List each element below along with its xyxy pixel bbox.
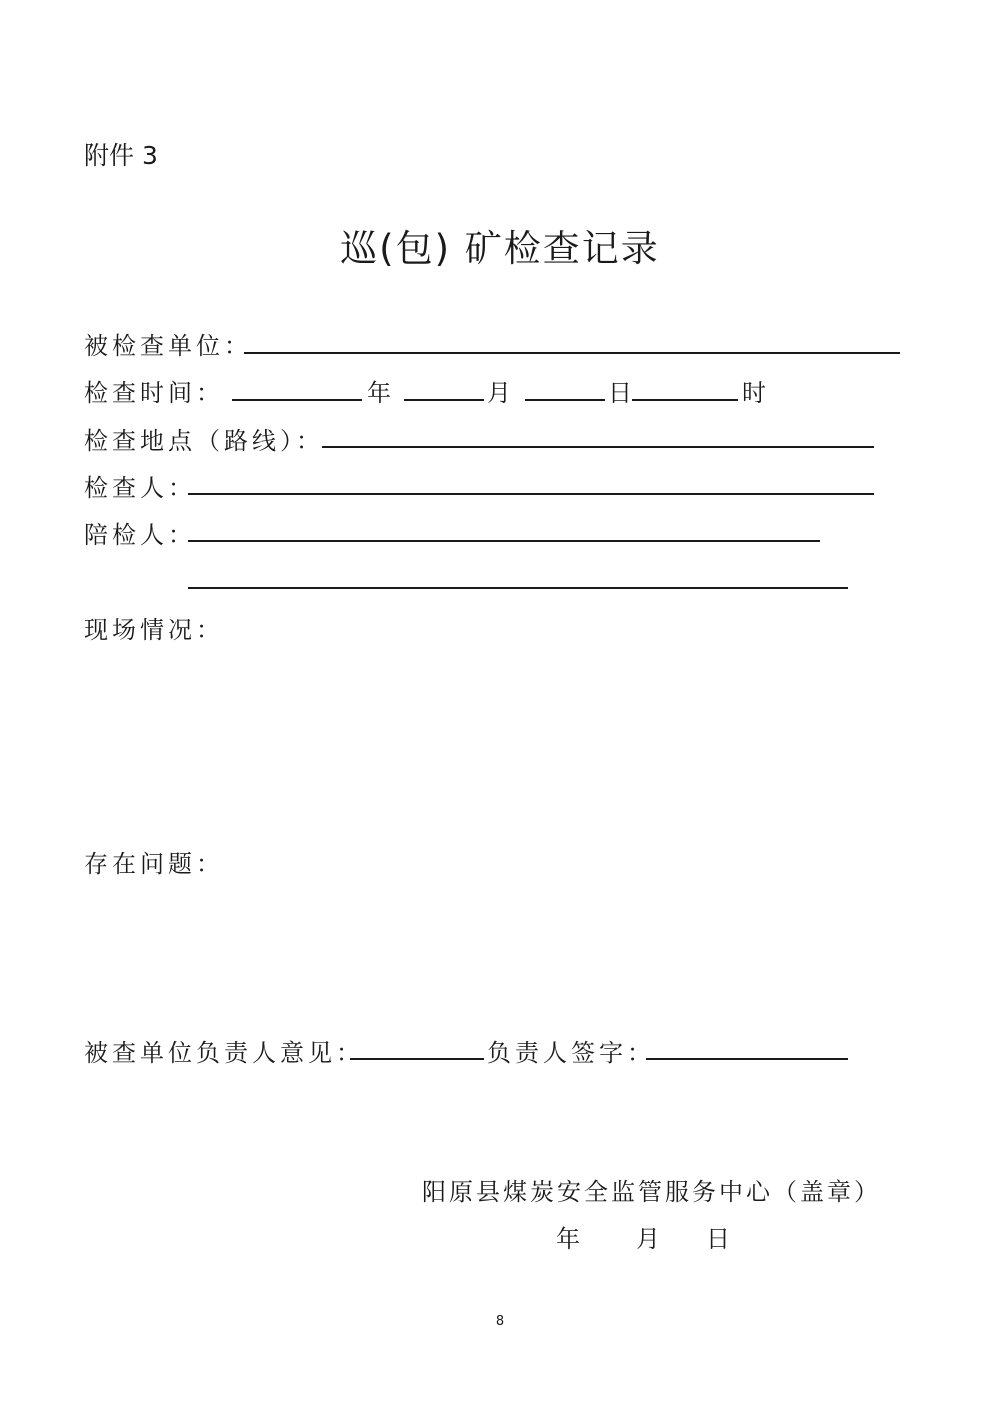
location-field[interactable] (322, 446, 874, 448)
attachment-label: 附件 3 (84, 141, 158, 170)
hour-field[interactable] (632, 399, 738, 401)
document-title: 巡(包) 矿检查记录 (340, 227, 660, 270)
accompany-label: 陪检人： (84, 521, 196, 549)
hour-label: 时 (742, 379, 770, 407)
site-situation-label: 现场情况： (84, 616, 224, 644)
signature-label: 负责人签字： (487, 1039, 655, 1067)
inspected-unit-label: 被检查单位： (84, 332, 252, 360)
day-field[interactable] (525, 399, 605, 401)
signature-field[interactable] (646, 1058, 848, 1060)
page-number: 8 (495, 1314, 505, 1329)
org-stamp-label: 阳原县煤炭安全监管服务中心（盖章） (422, 1178, 881, 1206)
opinion-label: 被查单位负责人意见： (84, 1039, 364, 1067)
year-label: 年 (367, 379, 395, 407)
year-field[interactable] (232, 399, 362, 401)
month-label: 月 (487, 379, 515, 407)
date-year-label: 年 (556, 1225, 583, 1253)
accompany-field-2[interactable] (188, 587, 848, 589)
month-field[interactable] (404, 399, 484, 401)
issues-label: 存在问题： (84, 850, 224, 878)
accompany-field[interactable] (188, 540, 820, 542)
time-label: 检查时间： (84, 379, 224, 407)
inspected-unit-field[interactable] (244, 352, 900, 354)
date-month-label: 月 (636, 1225, 663, 1253)
date-day-label: 日 (706, 1225, 733, 1253)
location-label: 检查地点（路线）： (84, 427, 324, 455)
day-label: 日 (608, 379, 636, 407)
inspector-field[interactable] (188, 493, 874, 495)
inspector-label: 检查人： (84, 474, 196, 502)
opinion-field[interactable] (350, 1058, 484, 1060)
